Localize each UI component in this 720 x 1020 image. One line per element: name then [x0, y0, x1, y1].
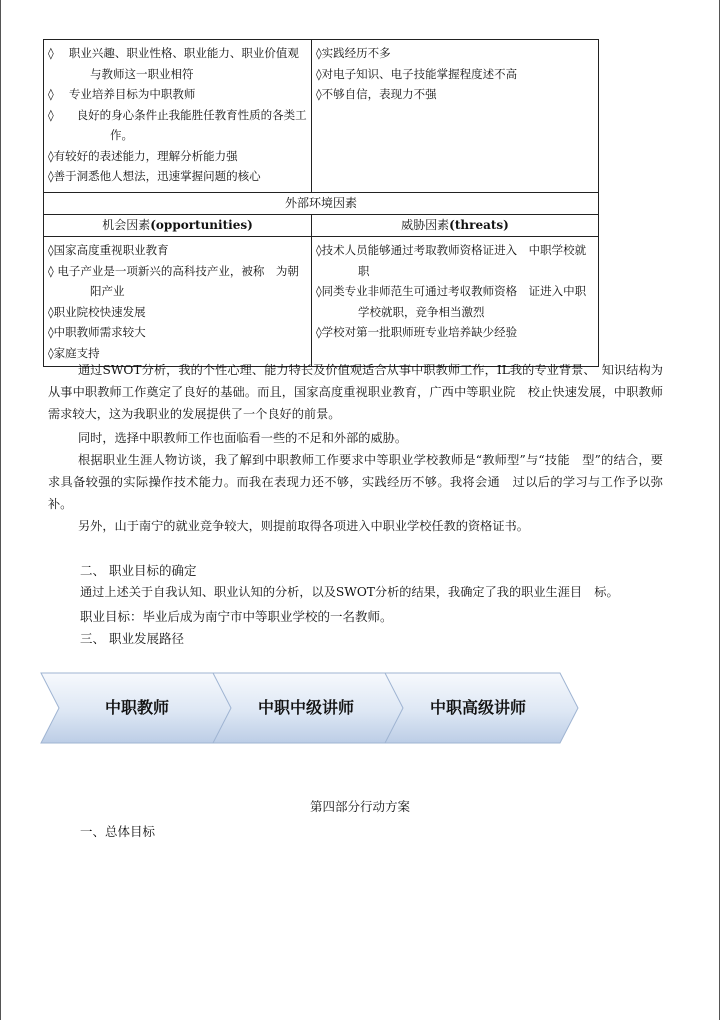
threats-header-en: (threats)	[449, 218, 509, 232]
analysis-paragraph-4: 另外，山于南宁的就业竞争较大，则提前取得各项进入中职业学校任教的资格证书。	[78, 519, 529, 533]
external-factors-header: 外部环境因素	[44, 193, 599, 215]
part-4-subtitle: 一、总体目标	[80, 824, 156, 839]
strength-item: ◊有较好的表述能力，理解分析能力强	[48, 148, 238, 163]
opportunities-header	[44, 215, 312, 237]
career-path-diagram	[40, 670, 580, 746]
weakness-item: ◊实践经历不多	[316, 46, 391, 60]
weakness-item: ◊对电子知识、电子技能掌握程度述不高	[316, 66, 518, 81]
opportunity-item: ◊国家高度重视职业教育	[48, 243, 169, 257]
weakness-item: ◊不够自信，表现力不强	[316, 87, 437, 101]
opportunities-header-en: (opportunities)	[150, 218, 253, 232]
weaknesses-cell	[312, 40, 599, 193]
strength-item: ◊ 职业兴趣、职业性格、职业能力、职业价值观与教师这一职业相符	[48, 46, 299, 81]
section-2-text: 通过上述关于自我认知、职业认知的分析，以及SWOT分析的结果，我确定了我的职业生涯目 标。	[80, 585, 619, 599]
opportunity-item: ◊家庭支持	[48, 345, 100, 360]
analysis-paragraph-2: 同时，选择中职教师工作也面临看一些的不足和外部的威胁。	[78, 431, 408, 445]
path-step-1: 中职教师	[105, 698, 170, 717]
threats-header	[312, 215, 599, 237]
strength-item: ◊ 良好的身心条件止我能胜任教育性质的各类工作。	[48, 107, 307, 142]
strength-item: ◊善于洞悉他人想法，迅速掌握问题的核心	[48, 169, 261, 183]
opportunity-item: ◊中职教师需求较大	[48, 325, 146, 339]
opportunities-cell	[44, 237, 312, 367]
part-4-title: 第四部分行动方案	[309, 799, 410, 814]
section-3-title: 三、 职业发展路径	[80, 631, 184, 646]
swot-table	[43, 39, 599, 367]
threats-header-cn: 威胁因素	[401, 218, 450, 232]
opportunities-header-cn: 机会因素	[102, 218, 151, 232]
page-left-border	[0, 0, 1, 1020]
career-goal: 职业目标：毕业后成为南宁市中等职业学校的一名教师。	[80, 609, 393, 624]
strength-item: ◊ 专业培养目标为中职教师	[48, 87, 196, 101]
opportunity-item: ◊职业院校快速发展	[48, 304, 146, 319]
threat-item: ◊技术人员能够通过考取教师资格证进入 中职学校就职	[316, 243, 587, 278]
section-2-title: 二、 职业目标的确定	[80, 563, 197, 578]
analysis-paragraph-1: 通过SWOT分析，我的个性心理、能力特长及价值观适合从事中职教师工作，IL我的专业背景、 知识结构为从事中职教师工作奠定了良好的基础。而且，国家高度重视职业教育，广西中等职业院 校止快速发展，中职教师需求较大，这为我职业的发展提供了一个良好的前景。	[48, 363, 663, 421]
opportunity-item: ◊ 电子产业是一项新兴的高科技产业，被称 为朝阳产业	[48, 263, 299, 298]
threat-item: ◊同类专业非师范生可通过考収教师资格 证进入中职学校就职，竞争相当激烈	[316, 284, 587, 319]
analysis-paragraph-3: 根据职业生涯人物访谈，我了解到中职教师工作要求中等职业学校教师是“教师型”与“技能 型”的结合，要求具备较强的实际操作技术能力。而我在表现力还不够，实践经历不够。我将会通 过以后的学习与工作予以弥补。	[48, 453, 663, 511]
threats-cell	[312, 237, 599, 367]
path-step-3: 中职高级讲师	[430, 698, 527, 717]
threat-item: ◊学校对第一批职师班专业培养缺少经验	[316, 325, 518, 339]
path-step-2: 中职中级讲师	[258, 698, 355, 717]
strengths-cell	[44, 40, 312, 193]
